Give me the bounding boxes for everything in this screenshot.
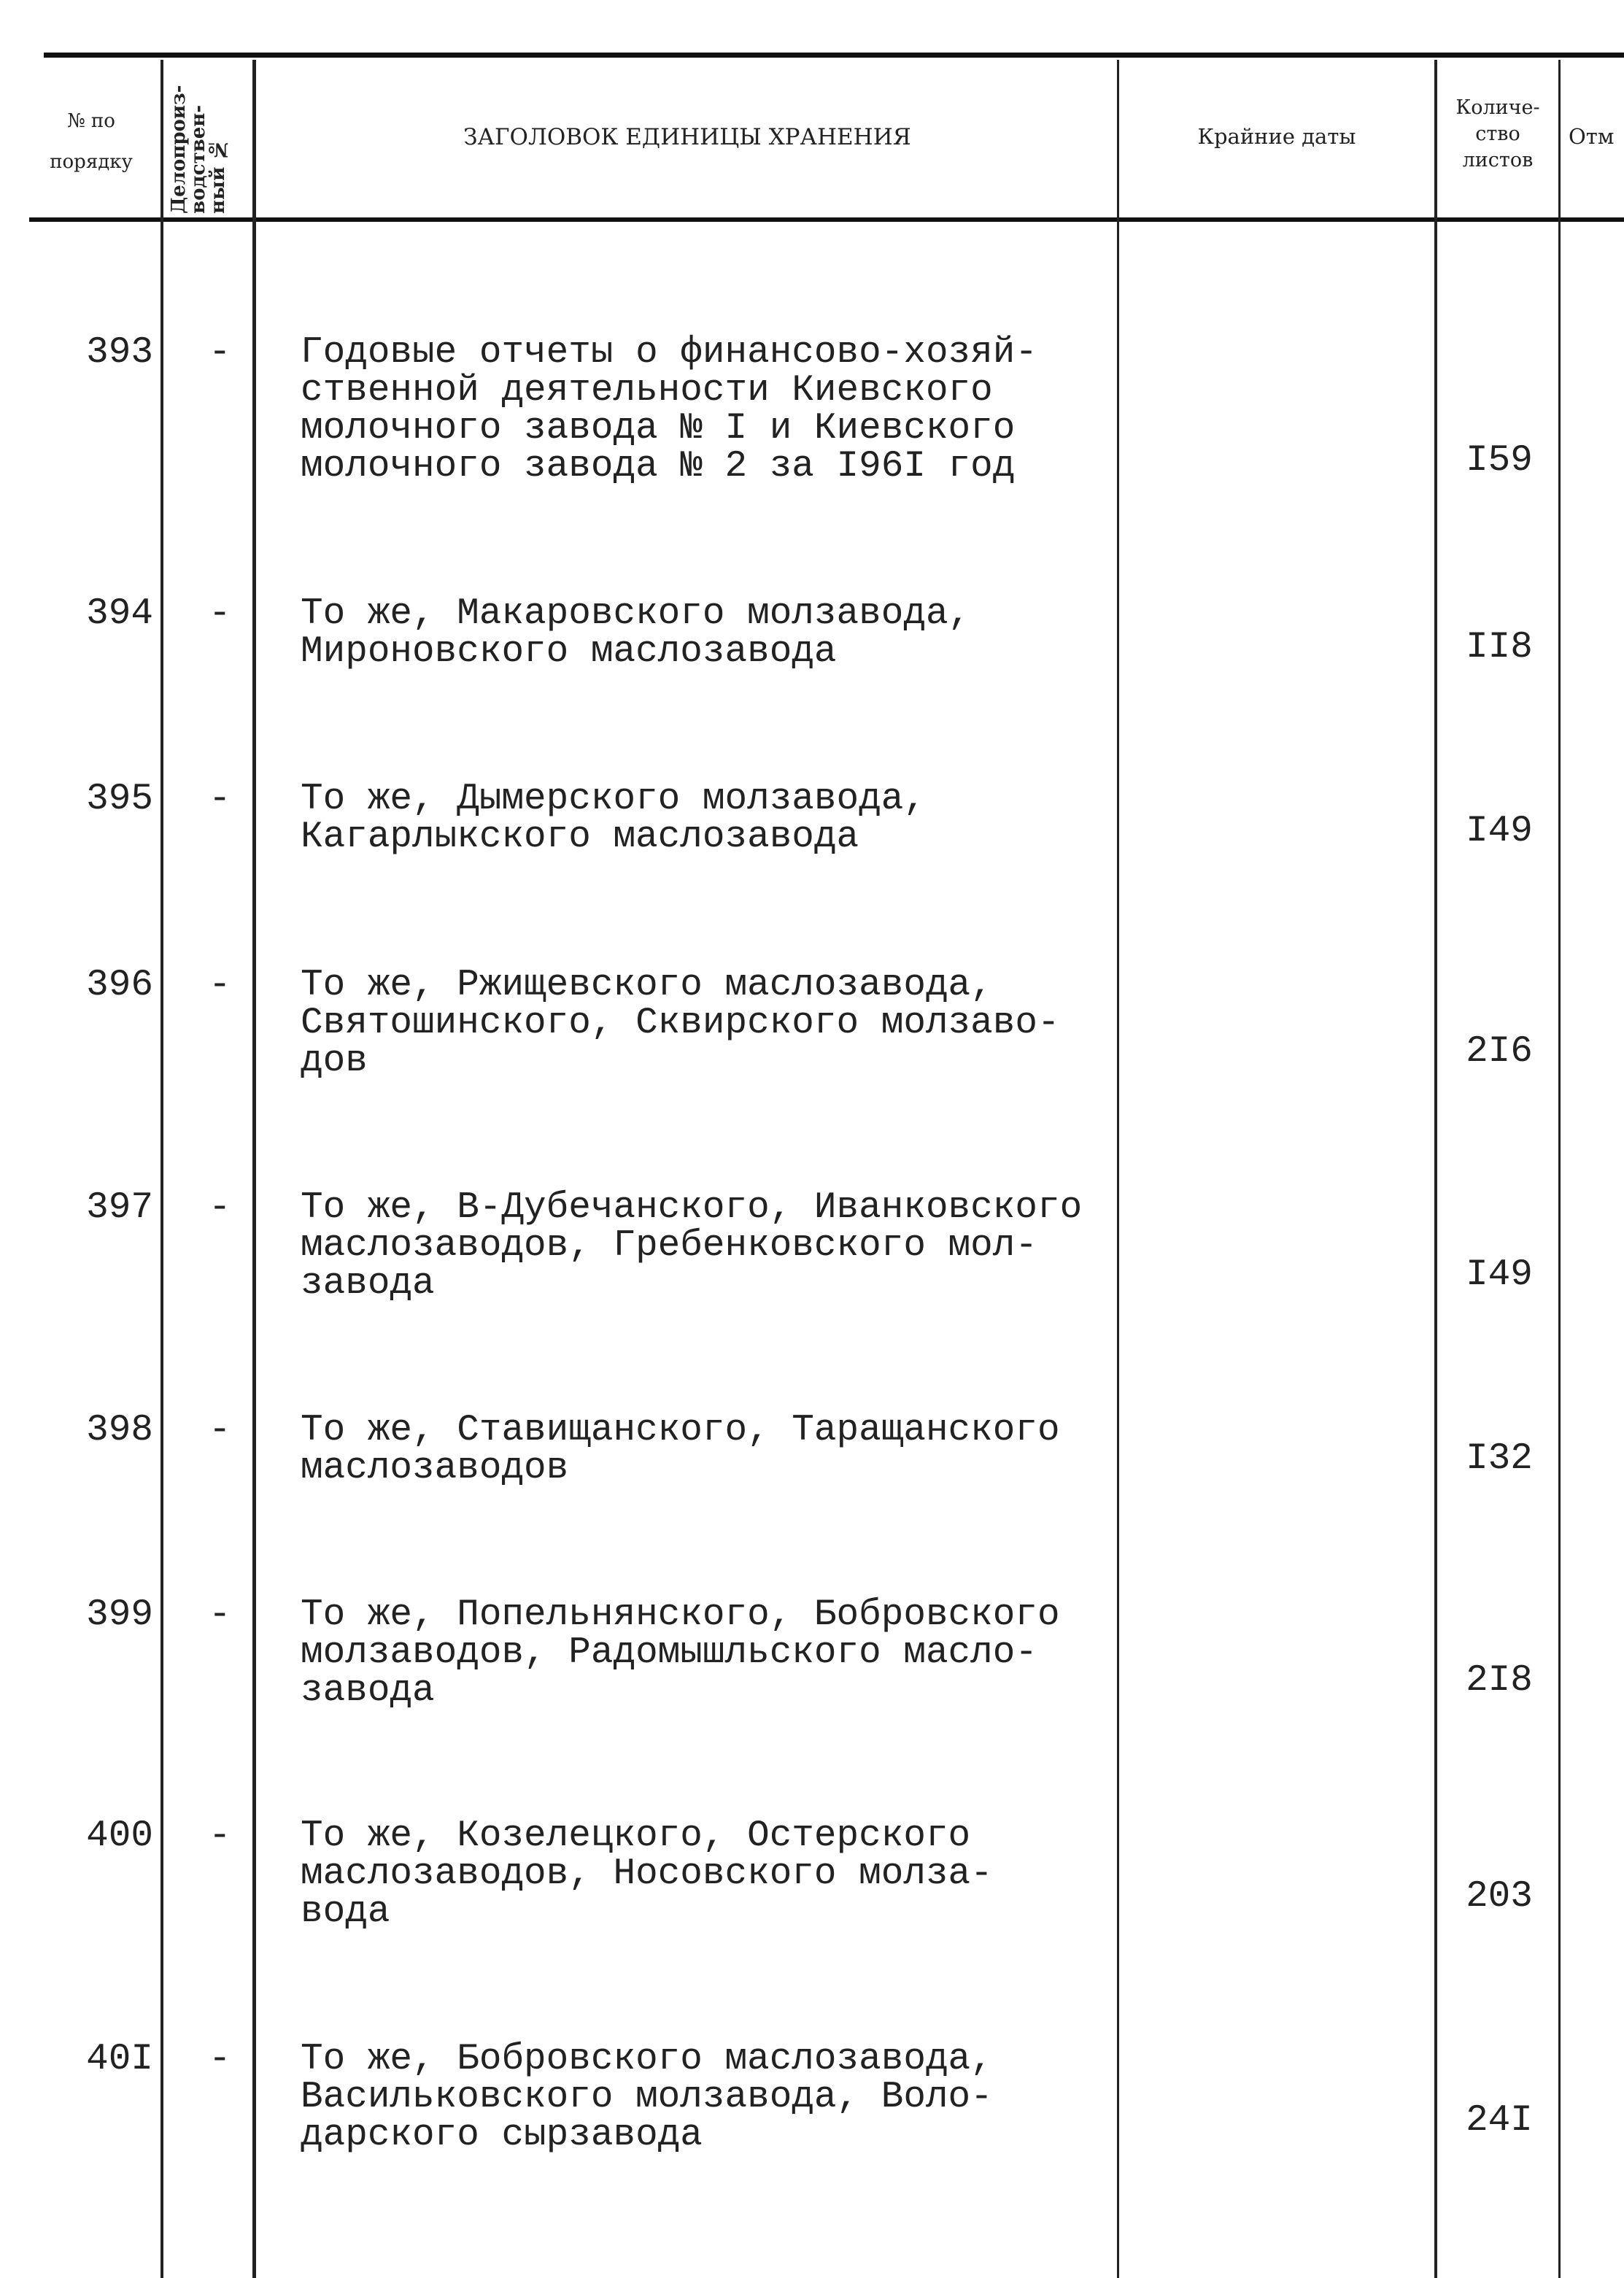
row-sheet-count: I49 — [1466, 811, 1533, 852]
row-title: То же, Дымерского молзавода, Кагарлыкского маслозавода — [301, 779, 926, 858]
row-sheet-count: 2I6 — [1466, 1031, 1533, 1073]
row-office-number: - — [209, 2039, 231, 2080]
row-office-number: - — [209, 593, 231, 635]
row-sheet-count: I59 — [1466, 440, 1533, 482]
row-number: 394 — [86, 593, 153, 635]
row-title: То же, В-Дубечанского, Иванковского маслозаводов, Гребенковского мол- завода — [301, 1187, 1083, 1305]
header-label: ство — [1475, 123, 1520, 145]
row-number: 400 — [86, 1815, 153, 1857]
row-title: То же, Ржищевского маслозавода, Святошинского, Сквирского молзаво- дов — [301, 965, 1060, 1082]
header-sheets-column — [1437, 95, 1558, 174]
row-office-number: - — [209, 779, 231, 820]
column-divider — [161, 60, 163, 2278]
column-divider — [1558, 60, 1561, 2278]
row-title: То же, Козелецкого, Остерского маслозаводов, Носовского молза- вода — [301, 1815, 993, 1933]
header-notes-column: Отм — [1569, 124, 1615, 149]
header-bottom-rule — [29, 217, 1624, 222]
row-office-number: - — [209, 1187, 231, 1229]
top-rule — [44, 53, 1624, 58]
row-office-number: - — [209, 1815, 231, 1857]
row-title: То же, Макаровского молзавода, Мироновского маслозавода — [301, 593, 971, 673]
row-number: 393 — [86, 332, 153, 374]
column-divider — [252, 60, 256, 2278]
row-office-number: - — [209, 1410, 231, 1451]
row-sheet-count: II8 — [1466, 627, 1533, 668]
header-office-number-column — [169, 64, 228, 214]
column-divider — [1434, 60, 1437, 2278]
header-label: Количе- — [1455, 96, 1540, 119]
row-sheet-count: I49 — [1466, 1254, 1533, 1296]
row-title: То же, Ставищанского, Таращанского маслозаводов — [301, 1410, 1060, 1489]
row-number: 398 — [86, 1410, 153, 1451]
row-sheet-count: I32 — [1466, 1438, 1533, 1480]
header-dates-column: Крайние даты — [1197, 124, 1356, 149]
row-office-number: - — [209, 1594, 231, 1636]
header-number-column — [22, 101, 161, 182]
row-title: То же, Попельнянского, Бобровского молзаводов, Радомышльского масло- завода — [301, 1594, 1060, 1712]
header-label: водствен- — [187, 104, 209, 214]
column-divider — [1117, 60, 1119, 2278]
header-label: порядку — [50, 151, 133, 173]
row-title: То же, Бобровского маслозавода, Васильковского молзавода, Воло- дарского сырзавода — [301, 2039, 993, 2156]
header-label: № по — [67, 110, 115, 132]
row-number: 397 — [86, 1187, 153, 1229]
header-label: ный № — [207, 138, 229, 214]
row-number: 395 — [86, 779, 153, 820]
row-title: Годовые отчеты о финансово-хозяй- ственной деятельности Киевского молочного завода № I и Киевского молочного завода № 2 за I96I год — [301, 332, 1037, 487]
row-office-number: - — [209, 332, 231, 374]
header-label: Делопроиз- — [168, 85, 190, 214]
row-office-number: - — [209, 965, 231, 1006]
row-number: 396 — [86, 965, 153, 1006]
row-number: 40I — [86, 2039, 153, 2080]
row-sheet-count: 2I8 — [1466, 1660, 1533, 1702]
row-sheet-count: 24I — [1466, 2100, 1533, 2142]
header-label: листов — [1462, 149, 1534, 171]
header-title-column: ЗАГОЛОВОК ЕДИНИЦЫ ХРАНЕНИЯ — [463, 124, 911, 150]
row-sheet-count: 203 — [1466, 1876, 1533, 1918]
row-number: 399 — [86, 1594, 153, 1636]
